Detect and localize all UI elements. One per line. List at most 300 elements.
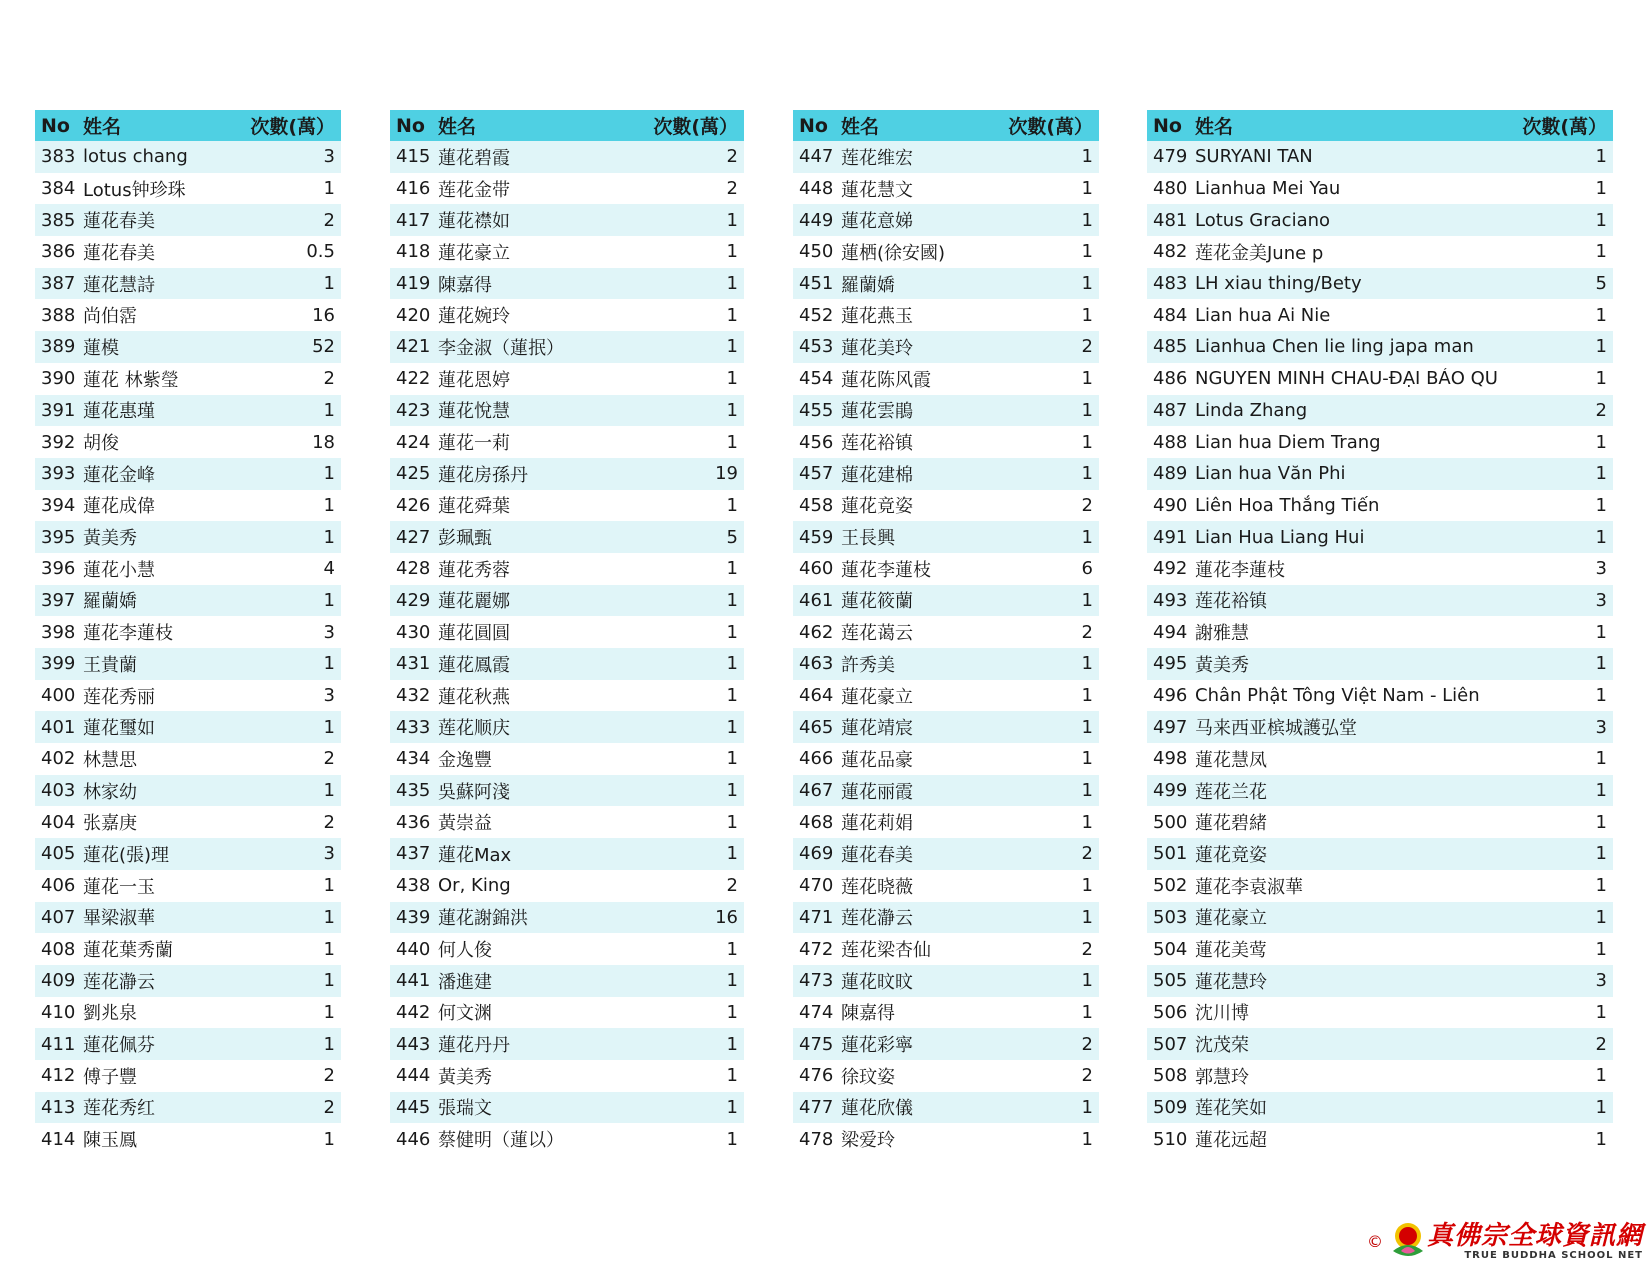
cell-name: 蓮花丽霞	[841, 781, 913, 803]
cell-no: 447	[799, 146, 834, 168]
cell-count: 1	[1595, 938, 1607, 960]
table-row	[1147, 268, 1613, 300]
table-row	[390, 458, 744, 490]
table-row	[1147, 616, 1613, 648]
cell-count: 1	[726, 1128, 738, 1150]
table-row	[35, 458, 341, 490]
cell-count: 1	[726, 304, 738, 326]
table-row	[390, 648, 744, 680]
table-row	[793, 141, 1099, 173]
table-row	[390, 1092, 744, 1124]
cell-name: 蓮花碧霞	[438, 147, 510, 169]
cell-name: 劉兆泉	[83, 1003, 137, 1025]
cell-count: 1	[1081, 1128, 1093, 1150]
cell-no: 475	[799, 1033, 834, 1055]
cell-no: 469	[799, 843, 834, 865]
table-row	[793, 680, 1099, 712]
table-row	[390, 616, 744, 648]
cell-name: 蓮花豪立	[438, 242, 510, 264]
cell-no: 453	[799, 336, 834, 358]
cell-no: 485	[1153, 336, 1188, 358]
cell-count: 1	[726, 1033, 738, 1055]
table-row	[35, 775, 341, 807]
cell-no: 395	[41, 526, 76, 548]
cell-no: 442	[396, 1001, 431, 1023]
cell-no: 481	[1153, 209, 1188, 231]
cell-no: 474	[799, 1001, 834, 1023]
cell-count: 2	[1081, 843, 1093, 865]
cell-name: 莲花兰花	[1195, 781, 1267, 803]
cell-name: 蓮花成偉	[83, 496, 155, 518]
cell-name: 蓮花金峰	[83, 464, 155, 486]
cell-name: 何人俊	[438, 940, 492, 962]
cell-no: 504	[1153, 938, 1188, 960]
cell-no: 501	[1153, 843, 1188, 865]
cell-name: 蓮花秋燕	[438, 686, 510, 708]
table-row	[390, 870, 744, 902]
cell-name: SURYANI TAN	[1195, 146, 1313, 168]
cell-no: 385	[41, 209, 76, 231]
cell-name: 蓮花莉娟	[841, 813, 913, 835]
cell-count: 6	[1081, 558, 1093, 580]
table-row	[793, 395, 1099, 427]
cell-count: 2	[323, 368, 335, 390]
cell-no: 408	[41, 938, 76, 960]
cell-no: 418	[396, 241, 431, 263]
cell-name: 蓮花意娣	[841, 211, 913, 233]
table-row	[793, 838, 1099, 870]
cell-name: 莲花金带	[438, 179, 510, 201]
cell-count: 18	[312, 431, 335, 453]
cell-count: 1	[726, 336, 738, 358]
table-row	[793, 585, 1099, 617]
cell-no: 393	[41, 463, 76, 485]
cell-no: 426	[396, 494, 431, 516]
cell-no: 429	[396, 589, 431, 611]
cell-name: 蓮模	[83, 337, 119, 359]
cell-name: 謝雅慧	[1195, 623, 1249, 645]
donation-table-1	[35, 110, 341, 1155]
cell-name: Or, King	[438, 875, 511, 897]
table-row	[390, 902, 744, 934]
cell-count: 1	[323, 178, 335, 200]
cell-no: 399	[41, 653, 76, 675]
table-row	[35, 806, 341, 838]
table-row	[390, 1123, 744, 1155]
cell-no: 458	[799, 494, 834, 516]
cell-count: 1	[1081, 589, 1093, 611]
cell-name: Lian hua Ai Nie	[1195, 304, 1331, 326]
header-count: 次數(萬）	[653, 116, 738, 138]
table-row	[35, 933, 341, 965]
cell-name: 蓮花惠瑾	[83, 401, 155, 423]
cell-name: 蓮花雲鵑	[841, 401, 913, 423]
cell-count: 1	[1081, 875, 1093, 897]
table-row	[35, 902, 341, 934]
cell-no: 479	[1153, 146, 1188, 168]
cell-count: 2	[323, 748, 335, 770]
cell-name: 蓮花旼旼	[841, 971, 913, 993]
cell-count: 1	[1595, 209, 1607, 231]
cell-no: 446	[396, 1128, 431, 1150]
table-row	[390, 204, 744, 236]
cell-count: 1	[1081, 241, 1093, 263]
cell-name: 蓮栖(徐安國)	[841, 242, 946, 264]
cell-name: 何文渊	[438, 1003, 492, 1025]
table-row	[390, 711, 744, 743]
cell-no: 461	[799, 589, 834, 611]
cell-count: 16	[312, 304, 335, 326]
cell-name: 蓮花秀蓉	[438, 559, 510, 581]
table-row	[390, 173, 744, 205]
cell-count: 1	[726, 209, 738, 231]
table-row	[1147, 395, 1613, 427]
cell-count: 1	[323, 526, 335, 548]
cell-no: 470	[799, 875, 834, 897]
cell-count: 1	[726, 685, 738, 707]
cell-no: 482	[1153, 241, 1188, 263]
cell-count: 1	[726, 1096, 738, 1118]
cell-count: 1	[1595, 906, 1607, 928]
cell-name: 蓮花李蓮枝	[1195, 559, 1285, 581]
table-row	[390, 268, 744, 300]
cell-name: 蓮花李蓮枝	[841, 559, 931, 581]
cell-name: 黃美秀	[1195, 654, 1249, 676]
cell-count: 2	[1595, 1033, 1607, 1055]
cell-name: 蓮花竟姿	[1195, 844, 1267, 866]
cell-count: 1	[726, 1065, 738, 1087]
cell-count: 1	[1081, 748, 1093, 770]
cell-no: 440	[396, 938, 431, 960]
cell-count: 1	[1595, 1096, 1607, 1118]
table-row	[390, 331, 744, 363]
table-row	[793, 490, 1099, 522]
table-row	[1147, 648, 1613, 680]
cell-name: 蓮花鳳霞	[438, 654, 510, 676]
cell-name: 蓮花房孫丹	[438, 464, 528, 486]
cell-name: 莲花秀红	[83, 1098, 155, 1120]
site-logo[interactable]	[1367, 1221, 1643, 1261]
header-name: 姓名	[1195, 116, 1234, 138]
cell-name: 蓮花慧詩	[83, 274, 155, 296]
cell-count: 1	[726, 494, 738, 516]
cell-name: Lian hua Văn Phi	[1195, 463, 1346, 485]
table-row	[793, 1028, 1099, 1060]
table-row	[793, 268, 1099, 300]
cell-name: 蓮花靖宸	[841, 718, 913, 740]
cell-count: 2	[1081, 1033, 1093, 1055]
table-row	[390, 743, 744, 775]
cell-name: 蓮花一玉	[83, 876, 155, 898]
cell-count: 2	[1081, 336, 1093, 358]
cell-no: 388	[41, 304, 76, 326]
cell-name: 蓮花丹丹	[438, 1035, 510, 1057]
table-row	[793, 458, 1099, 490]
cell-count: 1	[726, 716, 738, 738]
cell-count: 1	[1081, 273, 1093, 295]
cell-no: 413	[41, 1096, 76, 1118]
table-row	[35, 997, 341, 1029]
header-no: No	[396, 114, 425, 137]
cell-no: 465	[799, 716, 834, 738]
cell-name: 蓮花Max	[438, 844, 512, 866]
table-row	[793, 933, 1099, 965]
table-row	[390, 363, 744, 395]
table-row	[793, 870, 1099, 902]
cell-count: 1	[726, 653, 738, 675]
cell-no: 444	[396, 1065, 431, 1087]
cell-count: 1	[1081, 399, 1093, 421]
cell-no: 437	[396, 843, 431, 865]
table-header	[1147, 110, 1613, 141]
table-row	[390, 490, 744, 522]
cell-no: 488	[1153, 431, 1188, 453]
logo-chinese-title: 真佛宗全球資訊網	[1426, 1220, 1643, 1251]
cell-no: 477	[799, 1096, 834, 1118]
table-row	[1147, 838, 1613, 870]
cell-name: Lotus钟珍珠	[83, 179, 186, 201]
cell-name: 莲花裕镇	[1195, 591, 1267, 613]
header-no: No	[799, 114, 828, 137]
cell-name: 徐玟姿	[841, 1066, 895, 1088]
cell-no: 463	[799, 653, 834, 675]
cell-name: Lotus Graciano	[1195, 209, 1331, 231]
cell-name: 金逸豐	[438, 749, 492, 771]
cell-name: 張瑞文	[438, 1098, 492, 1120]
table-row	[793, 553, 1099, 585]
cell-no: 421	[396, 336, 431, 358]
cell-count: 1	[1595, 843, 1607, 865]
table-row	[793, 236, 1099, 268]
table-row	[35, 1060, 341, 1092]
cell-no: 398	[41, 621, 76, 643]
cell-count: 2	[1081, 494, 1093, 516]
table-row	[390, 933, 744, 965]
cell-count: 2	[1081, 621, 1093, 643]
cell-name: 蓮花慧凤	[1195, 749, 1267, 771]
table-row	[1147, 870, 1613, 902]
cell-name: 蓮花碧緒	[1195, 813, 1267, 835]
cell-no: 448	[799, 178, 834, 200]
table-row	[1147, 902, 1613, 934]
cell-no: 427	[396, 526, 431, 548]
table-row	[793, 1123, 1099, 1155]
cell-count: 1	[1595, 178, 1607, 200]
cell-no: 406	[41, 875, 76, 897]
table-row	[1147, 426, 1613, 458]
cell-count: 1	[323, 970, 335, 992]
cell-no: 420	[396, 304, 431, 326]
table-row	[35, 299, 341, 331]
cell-count: 1	[1595, 463, 1607, 485]
cell-name: Chân Phật Tông Việt Nam - Liên	[1195, 685, 1480, 707]
cell-count: 1	[1081, 463, 1093, 485]
lotus-emblem-icon	[1389, 1221, 1427, 1261]
cell-count: 1	[1595, 336, 1607, 358]
table-row	[1147, 585, 1613, 617]
cell-name: 蓮花恩婷	[438, 369, 510, 391]
cell-count: 3	[323, 685, 335, 707]
table-row	[35, 331, 341, 363]
cell-name: 王長興	[841, 528, 895, 550]
cell-name: 莲花秀丽	[83, 686, 155, 708]
cell-name: 蓮花欣儀	[841, 1098, 913, 1120]
cell-name: 沈川博	[1195, 1003, 1249, 1025]
cell-count: 1	[726, 273, 738, 295]
header-name: 姓名	[438, 116, 477, 138]
cell-name: 莲花金美June p	[1195, 242, 1324, 264]
table-row	[390, 1028, 744, 1060]
cell-count: 1	[1081, 368, 1093, 390]
cell-count: 1	[1595, 780, 1607, 802]
cell-no: 493	[1153, 589, 1188, 611]
cell-name: 蓮花佩芬	[83, 1035, 155, 1057]
cell-no: 505	[1153, 970, 1188, 992]
cell-name: 蓮花春美	[83, 242, 155, 264]
cell-count: 1	[323, 463, 335, 485]
table-row	[390, 236, 744, 268]
cell-no: 495	[1153, 653, 1188, 675]
cell-no: 443	[396, 1033, 431, 1055]
table-row	[793, 331, 1099, 363]
cell-name: Lian Hua Liang Hui	[1195, 526, 1365, 548]
cell-no: 430	[396, 621, 431, 643]
cell-no: 452	[799, 304, 834, 326]
cell-count: 3	[1595, 716, 1607, 738]
cell-name: 蓮花燕玉	[841, 306, 913, 328]
table-row	[390, 395, 744, 427]
cell-count: 1	[726, 399, 738, 421]
cell-count: 1	[726, 431, 738, 453]
cell-count: 1	[1595, 526, 1607, 548]
cell-count: 1	[1595, 1001, 1607, 1023]
cell-count: 3	[323, 843, 335, 865]
cell-count: 3	[1595, 558, 1607, 580]
table-row	[35, 743, 341, 775]
cell-no: 450	[799, 241, 834, 263]
table-row	[793, 1060, 1099, 1092]
cell-count: 1	[1595, 748, 1607, 770]
cell-count: 1	[726, 938, 738, 960]
cell-count: 1	[1595, 1128, 1607, 1150]
cell-count: 2	[323, 209, 335, 231]
cell-no: 384	[41, 178, 76, 200]
cell-count: 2	[323, 811, 335, 833]
cell-count: 2	[726, 875, 738, 897]
cell-count: 1	[323, 906, 335, 928]
cell-count: 2	[1595, 399, 1607, 421]
cell-no: 500	[1153, 811, 1188, 833]
table-row	[35, 173, 341, 205]
cell-no: 416	[396, 178, 431, 200]
table-row	[793, 775, 1099, 807]
cell-no: 425	[396, 463, 431, 485]
cell-no: 433	[396, 716, 431, 738]
cell-no: 435	[396, 780, 431, 802]
cell-count: 3	[1595, 589, 1607, 611]
table-row	[35, 268, 341, 300]
table-row	[390, 141, 744, 173]
table-row	[1147, 806, 1613, 838]
cell-count: 1	[726, 589, 738, 611]
table-row	[793, 965, 1099, 997]
table-row	[1147, 1092, 1613, 1124]
cell-count: 2	[1081, 1065, 1093, 1087]
cell-no: 428	[396, 558, 431, 580]
cell-no: 436	[396, 811, 431, 833]
table-row	[793, 711, 1099, 743]
cell-no: 494	[1153, 621, 1188, 643]
cell-no: 462	[799, 621, 834, 643]
cell-no: 480	[1153, 178, 1188, 200]
cell-name: 马来西亚槟城護弘堂	[1195, 718, 1357, 740]
cell-count: 1	[323, 494, 335, 516]
cell-no: 400	[41, 685, 76, 707]
table-row	[35, 616, 341, 648]
table-row	[1147, 299, 1613, 331]
table-body	[1147, 141, 1613, 1155]
cell-name: 蓮花春美	[841, 844, 913, 866]
cell-name: 蓮花品豪	[841, 749, 913, 771]
cell-no: 464	[799, 685, 834, 707]
cell-name: 蓮花陈风霞	[841, 369, 931, 391]
cell-name: 梁爱玲	[841, 1130, 895, 1152]
cell-name: 胡俊	[83, 433, 119, 455]
cell-count: 1	[1081, 780, 1093, 802]
table-row	[793, 1092, 1099, 1124]
cell-count: 2	[323, 1096, 335, 1118]
cell-count: 5	[1595, 273, 1607, 295]
cell-count: 1	[1081, 970, 1093, 992]
table-row	[793, 806, 1099, 838]
table-row	[35, 585, 341, 617]
cell-name: Lianhua Chen lie ling japa man	[1195, 336, 1474, 358]
table-row	[1147, 521, 1613, 553]
cell-name: 蓮花 林紫瑩	[83, 369, 179, 391]
cell-no: 466	[799, 748, 834, 770]
table-row	[390, 775, 744, 807]
cell-name: Linda Zhang	[1195, 399, 1308, 421]
cell-count: 1	[323, 1001, 335, 1023]
table-body	[793, 141, 1099, 1155]
header-count: 次數(萬）	[1008, 116, 1093, 138]
cell-count: 2	[1081, 938, 1093, 960]
cell-name: 莲花裕镇	[841, 433, 913, 455]
table-row	[793, 521, 1099, 553]
cell-count: 1	[1595, 875, 1607, 897]
cell-name: 蓮花建棉	[841, 464, 913, 486]
table-row	[793, 299, 1099, 331]
cell-name: 王貴蘭	[83, 654, 137, 676]
cell-name: 蓮花葉秀蘭	[83, 940, 173, 962]
cell-no: 499	[1153, 780, 1188, 802]
header-no: No	[1153, 114, 1182, 137]
table-row	[390, 838, 744, 870]
cell-count: 1	[726, 811, 738, 833]
cell-name: 莲花晓薇	[841, 876, 913, 898]
cell-name: 林家幼	[83, 781, 137, 803]
cell-no: 422	[396, 368, 431, 390]
cell-no: 489	[1153, 463, 1188, 485]
cell-count: 1	[323, 1128, 335, 1150]
cell-name: 黃崇益	[438, 813, 492, 835]
table-row	[35, 870, 341, 902]
cell-name: 蓮花謝錦洪	[438, 908, 528, 930]
cell-name: 蓮花慧玲	[1195, 971, 1267, 993]
cell-count: 1	[1595, 1065, 1607, 1087]
cell-no: 472	[799, 938, 834, 960]
header-count: 次數(萬）	[250, 116, 335, 138]
